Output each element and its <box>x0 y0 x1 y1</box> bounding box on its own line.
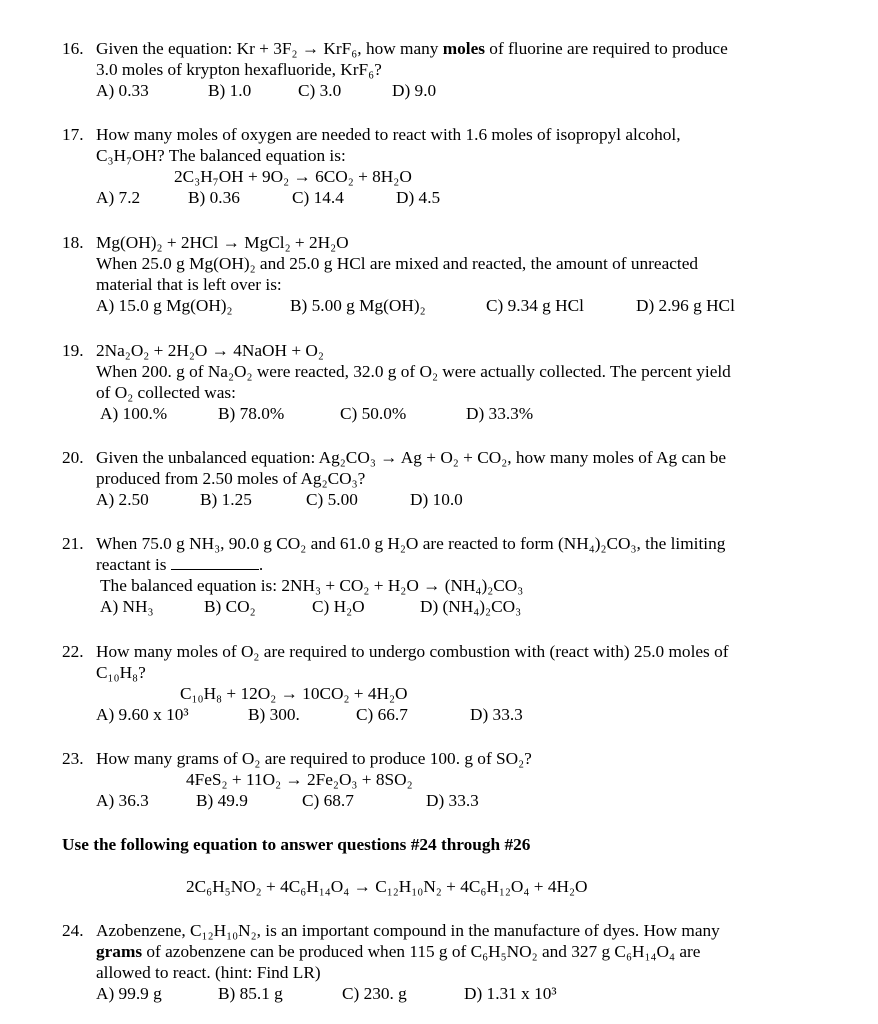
option-b[interactable]: B) 5.00 g Mg(OH)₂ <box>290 296 426 315</box>
shared-equation: 2C₆H₅NO₂ + 4C₆H₁₄O₄ → C₁₂H₁₀N₂ + 4C₆H₁₂O₄ + 4H₂O <box>186 877 588 896</box>
question-text: C₃H₇OH? The balanced equation is: <box>96 146 346 165</box>
question-number: 24. <box>62 921 84 940</box>
option-a[interactable]: A) 36.3 <box>96 791 149 810</box>
answer-options <box>96 187 852 208</box>
option-a[interactable]: A) 7.2 <box>96 188 141 207</box>
option-d[interactable]: D) 4.5 <box>396 188 441 207</box>
option-c[interactable]: C) 9.34 g HCl <box>486 296 584 315</box>
question-number: 21. <box>62 534 84 553</box>
option-b[interactable]: B) 1.0 <box>208 81 252 100</box>
question-text: material that is left over is: <box>96 275 282 294</box>
question-text: produced from 2.50 moles of Ag₂CO₃? <box>96 469 366 488</box>
option-d[interactable]: D) 33.3 <box>426 791 479 810</box>
option-a[interactable]: A) NH₃ <box>100 597 154 616</box>
option-d[interactable]: D) 9.0 <box>392 81 437 100</box>
question-text: allowed to react. (hint: Find LR) <box>96 963 321 982</box>
question-number: 18. <box>62 233 84 252</box>
option-c[interactable]: C) 230. g <box>342 984 407 1003</box>
answer-options <box>96 80 852 101</box>
option-d[interactable]: D) (NH₄)₂CO₃ <box>420 597 522 616</box>
question-24 <box>62 920 852 1004</box>
question-23 <box>62 748 852 811</box>
section-heading: Use the following equation to answer questions #24 through #26 <box>62 835 531 854</box>
question-text: 3.0 moles of krypton hexafluoride, KrF₆? <box>96 60 382 79</box>
option-c[interactable]: C) 5.00 <box>306 490 358 509</box>
question-text: How many moles of O₂ are required to undergo combustion with (react with) 25.0 moles of <box>96 642 729 661</box>
question-text: When 200. g of Na₂O₂ were reacted, 32.0 g of O₂ were actually collected. The percent yield <box>96 362 731 381</box>
reaction-equation: Mg(OH)₂ + 2HCl → MgCl₂ + 2H₂O <box>96 233 349 252</box>
question-number: 20. <box>62 448 84 467</box>
option-a[interactable]: A) 15.0 g Mg(OH)₂ <box>96 296 233 315</box>
option-a[interactable]: A) 99.9 g <box>96 984 162 1003</box>
question-22 <box>62 641 852 725</box>
question-number: 19. <box>62 341 84 360</box>
balanced-equation: The balanced equation is: 2NH₃ + CO₂ + H₂O → (NH₄)₂CO₃ <box>100 576 524 595</box>
reaction-equation: 2Na₂O₂ + 2H₂O → 4NaOH + O₂ <box>96 341 324 360</box>
option-c[interactable]: C) 68.7 <box>302 791 354 810</box>
question-text: When 75.0 g NH₃, 90.0 g CO₂ and 61.0 g H₂O are reacted to form (NH₄)₂CO₃, the limiting <box>96 534 726 553</box>
option-a[interactable]: A) 0.33 <box>96 81 149 100</box>
answer-blank[interactable] <box>171 554 259 570</box>
option-c[interactable]: C) 14.4 <box>292 188 344 207</box>
answer-options <box>96 704 852 725</box>
question-20 <box>62 447 852 510</box>
balanced-equation: 4FeS₂ + 11O₂ → 2Fe₂O₃ + 8SO₂ <box>186 770 413 789</box>
option-b[interactable]: B) 85.1 g <box>218 984 283 1003</box>
question-16 <box>62 38 852 101</box>
option-c[interactable]: C) 50.0% <box>340 404 407 423</box>
option-b[interactable]: B) 300. <box>248 705 300 724</box>
question-text: reactant is . <box>96 555 264 574</box>
question-text: Given the equation: Kr + 3F₂ → KrF₆, how many moles of fluorine are required to produce <box>96 39 728 58</box>
option-a[interactable]: A) 100.% <box>100 404 168 423</box>
answer-options <box>96 295 852 316</box>
question-text: C₁₀H₈? <box>96 663 146 682</box>
question-text: How many grams of O₂ are required to produce 100. g of SO₂? <box>96 749 532 768</box>
question-text: grams of azobenzene can be produced when 115 g of C₆H₅NO₂ and 327 g C₆H₁₄O₄ are <box>96 942 701 961</box>
question-number: 17. <box>62 125 84 144</box>
option-d[interactable]: D) 10.0 <box>410 490 463 509</box>
question-text: When 25.0 g Mg(OH)₂ and 25.0 g HCl are mixed and reacted, the amount of unreacted <box>96 254 699 273</box>
answer-options <box>96 983 852 1004</box>
option-c[interactable]: C) 3.0 <box>298 81 342 100</box>
question-text: How many moles of oxygen are needed to react with 1.6 moles of isopropyl alcohol, <box>96 125 681 144</box>
answer-options <box>96 403 852 424</box>
question-number: 22. <box>62 642 84 661</box>
option-d[interactable]: D) 33.3% <box>466 404 534 423</box>
option-c[interactable]: C) H₂O <box>312 597 365 616</box>
option-b[interactable]: B) 0.36 <box>188 188 240 207</box>
option-a[interactable]: A) 9.60 x 10³ <box>96 705 189 724</box>
question-19 <box>62 340 852 424</box>
question-text: Azobenzene, C₁₂H₁₀N₂, is an important compound in the manufacture of dyes. How many <box>96 921 720 940</box>
answer-options <box>96 790 852 811</box>
option-d[interactable]: D) 33.3 <box>470 705 523 724</box>
question-text: of O₂ collected was: <box>96 383 236 402</box>
option-d[interactable]: D) 2.96 g HCl <box>636 296 735 315</box>
answer-options <box>96 596 852 617</box>
option-b[interactable]: B) CO₂ <box>204 597 256 616</box>
option-b[interactable]: B) 49.9 <box>196 791 248 810</box>
question-21 <box>62 533 852 617</box>
option-d[interactable]: D) 1.31 x 10³ <box>464 984 557 1003</box>
question-text: Given the unbalanced equation: Ag₂CO₃ → Ag + O₂ + CO₂, how many moles of Ag can be <box>96 448 727 467</box>
balanced-equation: C₁₀H₈ + 12O₂ → 10CO₂ + 4H₂O <box>180 684 408 703</box>
question-18 <box>62 232 852 316</box>
option-b[interactable]: B) 78.0% <box>218 404 285 423</box>
question-17 <box>62 124 852 208</box>
question-number: 16. <box>62 39 84 58</box>
option-c[interactable]: C) 66.7 <box>356 705 408 724</box>
answer-options <box>96 489 852 510</box>
option-b[interactable]: B) 1.25 <box>200 490 252 509</box>
balanced-equation: 2C₃H₇OH + 9O₂ → 6CO₂ + 8H₂O <box>174 167 412 186</box>
option-a[interactable]: A) 2.50 <box>96 490 149 509</box>
question-number: 23. <box>62 749 84 768</box>
